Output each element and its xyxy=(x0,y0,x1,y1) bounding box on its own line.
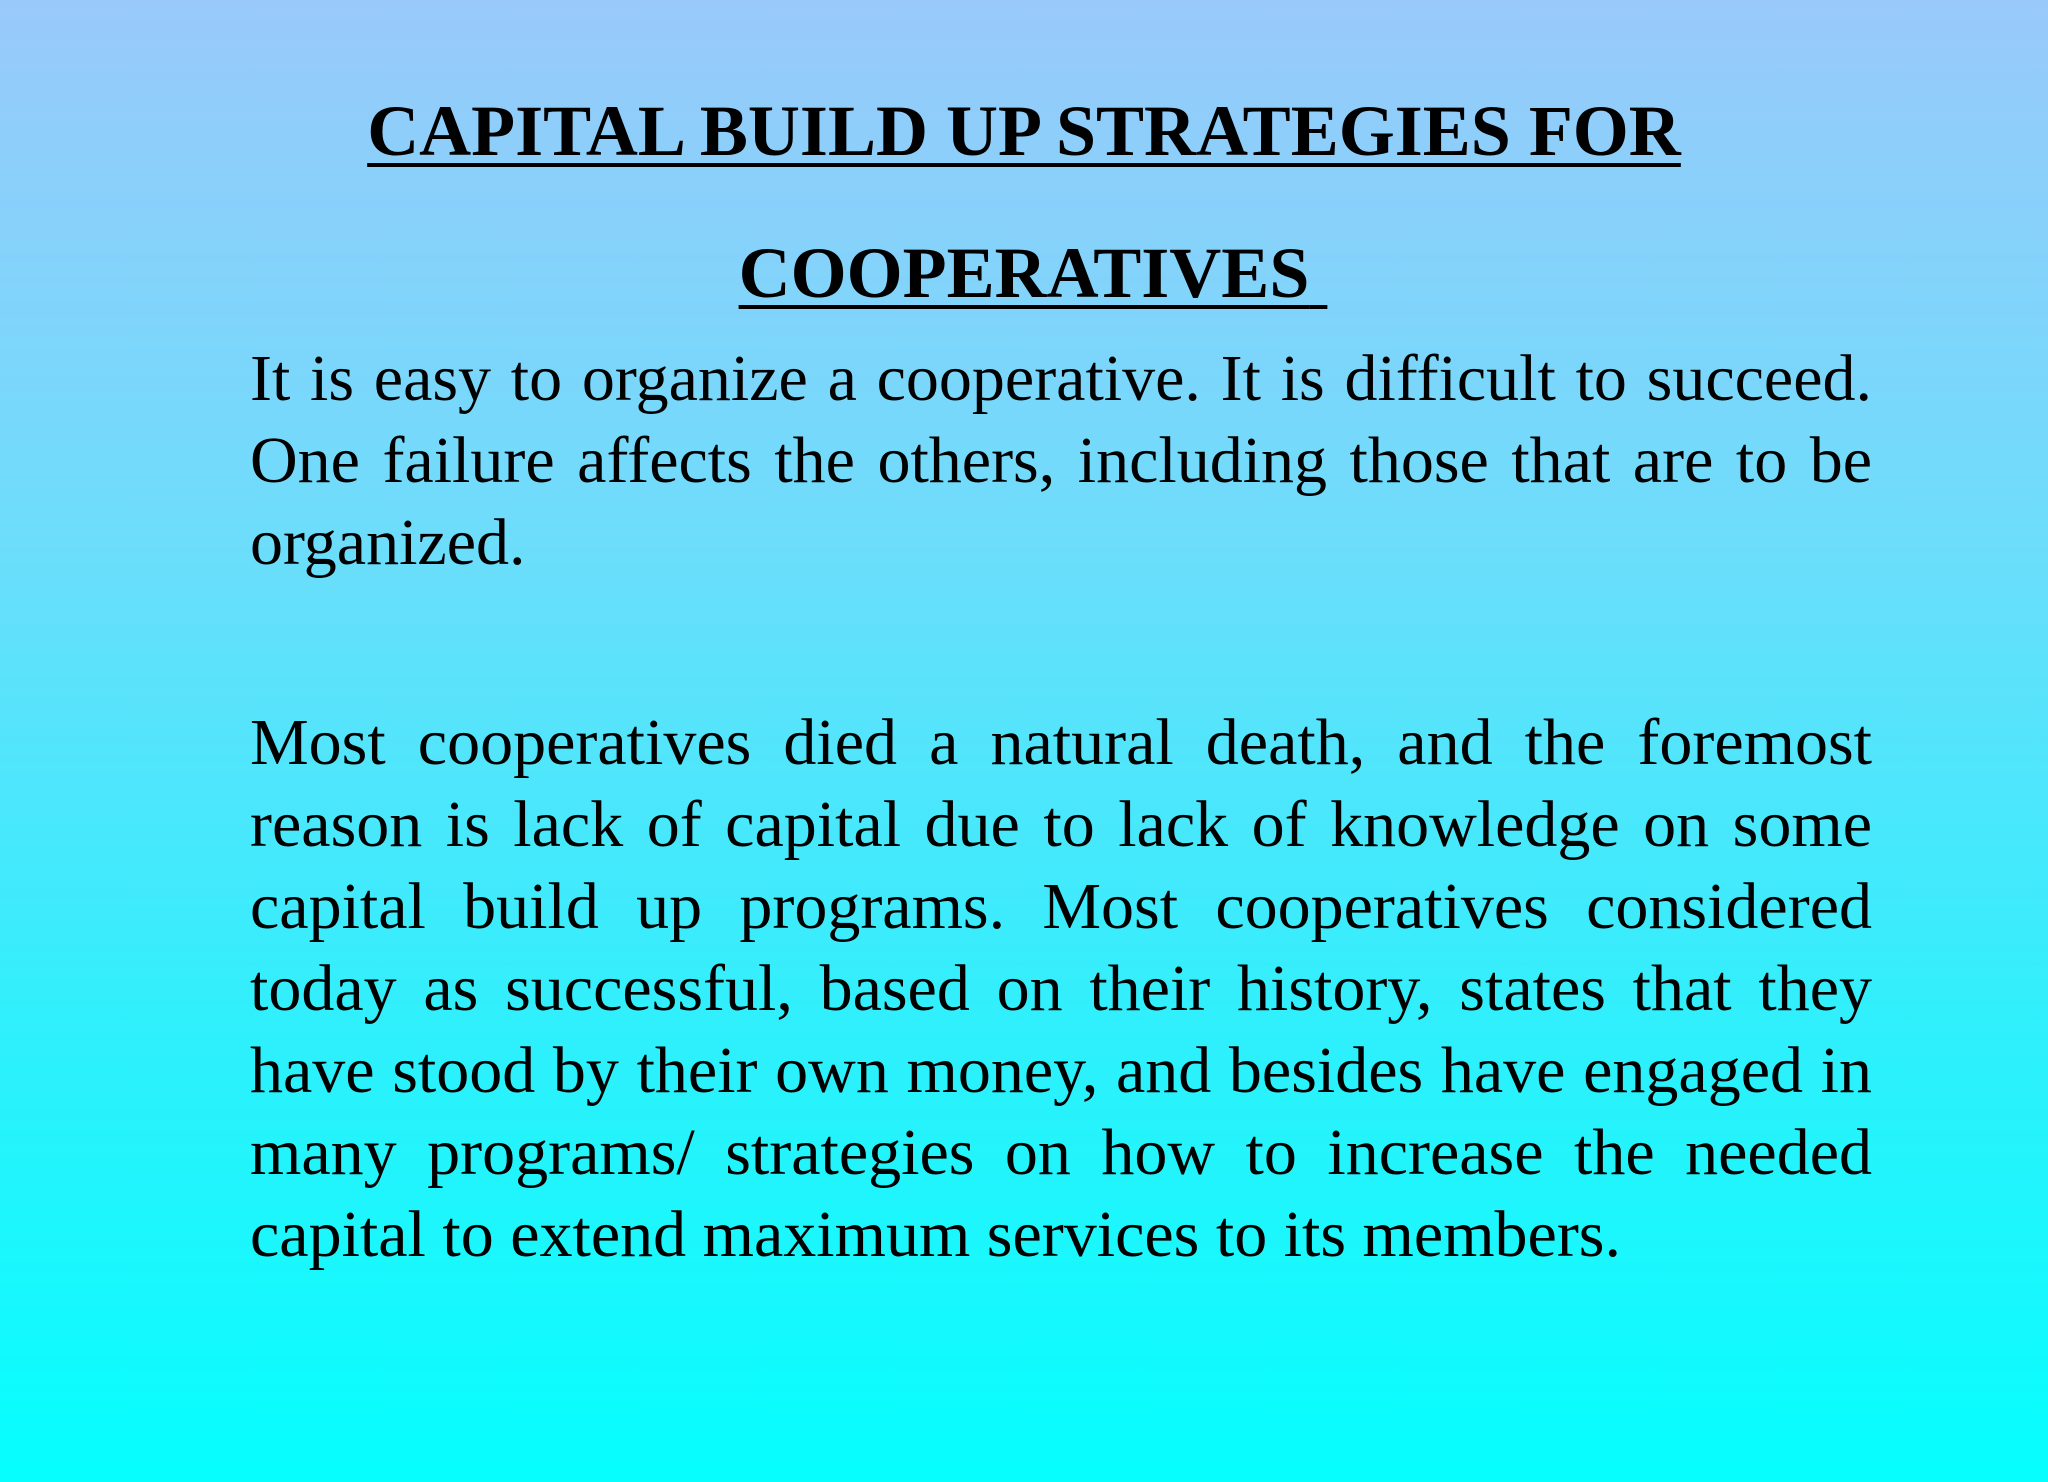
title-line-1-text: CAPITAL BUILD UP STRATEGIES FOR xyxy=(367,91,1681,171)
paragraph-1: It is easy to organize a cooperative. It is difficult to succeed. One failure affects the others, including those that are to be organized. xyxy=(250,342,1872,579)
paragraph-2: Most cooperatives died a natural death, and the foremost reason is lack of capital due to lack of knowledge on some capital build up programs. Most cooperatives considered today as successful, based on their history, states that they have stood by their own money, and besides have engaged in many programs/ strategies on how to increase the needed capital to extend maximum services to its members. xyxy=(250,706,1872,1271)
title-line-2-text: COOPERATIVES xyxy=(738,233,1310,313)
title-line-2 xyxy=(0,202,2048,344)
title-line-1 xyxy=(0,60,2048,202)
slide-title xyxy=(0,60,2048,344)
